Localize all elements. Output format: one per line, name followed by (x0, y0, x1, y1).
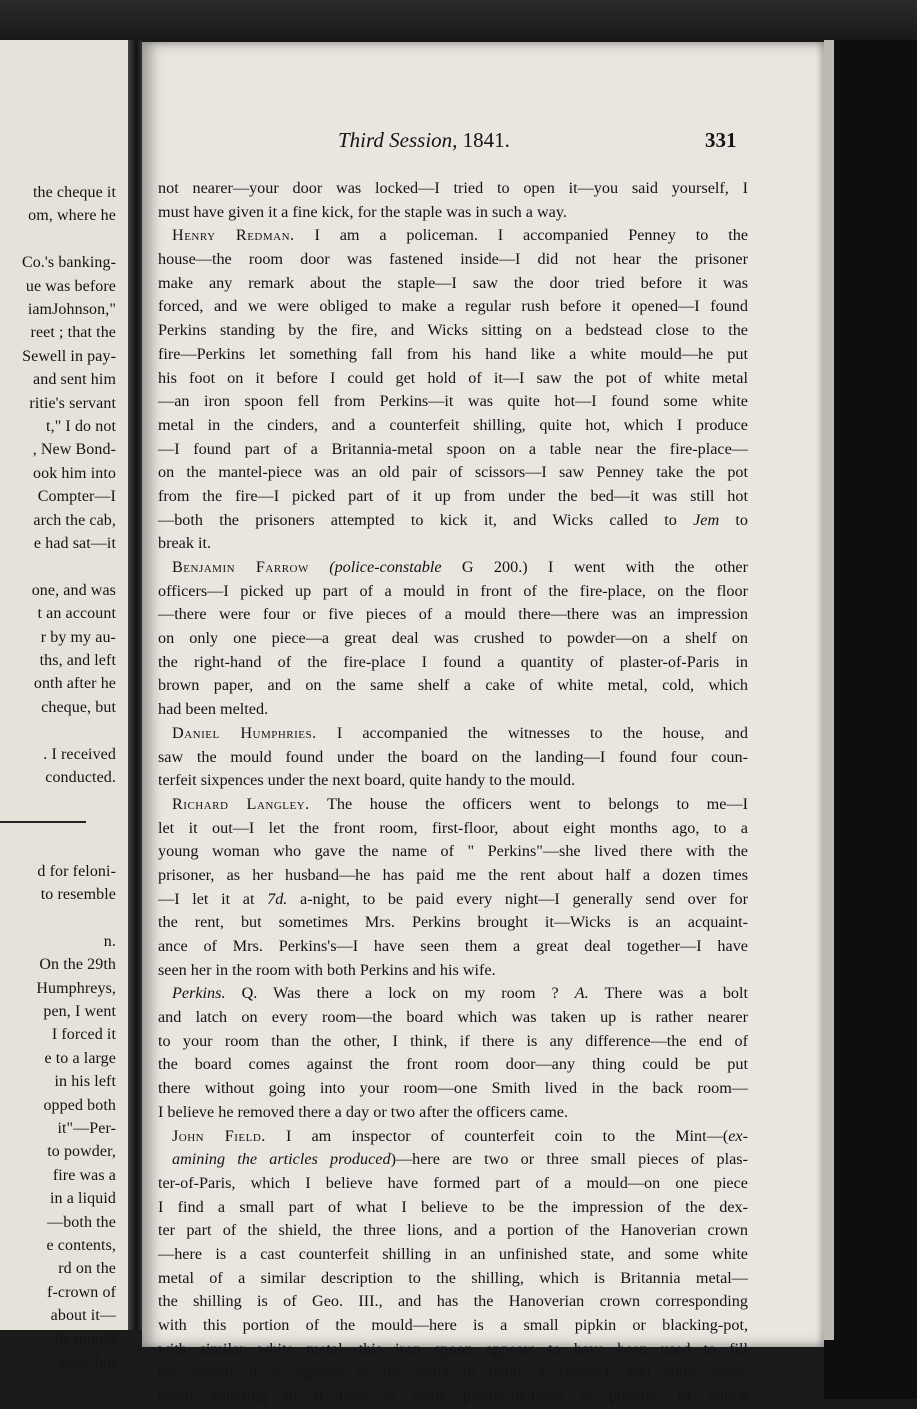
text-line (158, 698, 748, 722)
italic-text: 7d. (267, 889, 288, 908)
text-line (158, 248, 748, 272)
text-line (158, 746, 748, 770)
left-page-line: it"—Per- (57, 1120, 116, 1137)
speaker-name: Benjamin Farrow (172, 558, 309, 576)
text-segment: to (719, 510, 749, 529)
page-header (142, 128, 824, 158)
left-page-line: onth after he (33, 675, 116, 693)
left-page-line: , New Bond- (32, 441, 116, 459)
text-line (158, 1290, 748, 1314)
text-line (158, 367, 748, 391)
left-page-line: On the 29th (39, 956, 116, 974)
left-page-line: n. (103, 932, 116, 950)
text-line (158, 485, 748, 509)
text-segment: the right-hand of the fire-place I found a quantity of plaster-of-Paris in (158, 652, 748, 671)
text-line (158, 224, 748, 248)
text-segment: metal of a similar description to the shilling, which is Britannia metal— (158, 1268, 748, 1287)
left-page-line: I forced it (51, 1026, 116, 1044)
left-page-line: reet ; that the (30, 324, 116, 342)
text-segment: and latch on every room—the board which was taken up is rather nearer (158, 1008, 748, 1027)
left-page-line: in a liquid (50, 1190, 116, 1208)
text-line (158, 580, 748, 604)
left-page-line: e had sat—it (33, 535, 116, 552)
text-segment: —I let it at (158, 889, 268, 908)
text-segment: I find a small part of what I believe to be the impression of the dex- (158, 1197, 748, 1216)
text-line (158, 911, 748, 935)
left-page-line: about it— (50, 1307, 116, 1325)
text-line (158, 1125, 748, 1149)
text-segment: the mould—it is tapered at the point to make a channel, and some white (158, 1363, 748, 1382)
text-segment: metal adhering to it—here is some plaster-of-Paris in powder, of which (158, 1387, 748, 1406)
text-segment: prisoner, as her husband—he has paid me the rent about half a dozen times (158, 865, 748, 884)
left-page-line: and sent him (33, 371, 116, 389)
text-segment: his foot on it before I could get hold of it—I saw the pot of white metal (158, 368, 748, 387)
text-line (158, 1219, 748, 1243)
speaker-name: Richard Langley. (172, 794, 310, 813)
left-page-line: om, where he (28, 207, 116, 225)
left-page-line: ths, and left (39, 652, 116, 669)
text-line (158, 817, 748, 841)
text-line (158, 319, 748, 343)
text-segment: young woman who gave the name of " Perkins"—she lived there with the (158, 842, 748, 861)
text-segment: there without going into your room—one Smith lived in the back room— (158, 1079, 748, 1098)
text-line (158, 769, 748, 793)
text-line (158, 627, 748, 651)
text-line (158, 840, 748, 864)
text-segment: the shilling is of Geo. III., and has the Hanoverian crown corresponding (158, 1292, 748, 1311)
text-line (158, 556, 748, 580)
left-page-line: t an account (37, 605, 116, 623)
text-line (158, 864, 748, 888)
left-page-line: ritie's servant (29, 394, 116, 412)
left-page-line: fire was a (52, 1166, 116, 1184)
left-page-line: Co.'s banking- (21, 254, 116, 272)
text-segment: the board comes against the front room door—any thing could be put (158, 1055, 748, 1074)
text-segment: saw the mould found under the board on the landing—I found four coun- (158, 747, 748, 766)
text-line (158, 461, 748, 485)
text-line (158, 722, 748, 746)
text-line (158, 438, 748, 462)
text-line (158, 201, 748, 225)
italic-text: ex- (728, 1126, 748, 1145)
text-segment: on only one piece—a great deal was crushed to powder—on a shelf on (158, 629, 748, 648)
text-segment: ance of Mrs. Perkins's—I have seen them a great deal together—I have (158, 937, 748, 955)
left-page-line: to resemble (40, 886, 116, 903)
left-page-line: ue was before (25, 277, 116, 295)
left-page-line: e to a large (44, 1049, 116, 1067)
text-line (158, 959, 748, 983)
text-line (158, 390, 748, 414)
left-page-line: one, and was (31, 581, 116, 599)
text-segment: officers—I picked up part of a mould in front of the fire-place, on the floor (158, 581, 748, 600)
text-line (158, 1385, 748, 1409)
text-line (158, 177, 748, 201)
text-line (158, 1243, 748, 1267)
left-page-line: Humphreys, (36, 979, 116, 997)
text-line (158, 532, 748, 556)
text-line (158, 1077, 748, 1101)
left-page-line: d for feloni- (37, 862, 116, 880)
left-page-line: near, but (59, 1354, 116, 1371)
text-segment: let it out—I let the front room, first-floor, about eight months ago, to a (158, 818, 748, 837)
left-page-line: rd on the (58, 1260, 116, 1278)
italic-text: amining the articles produced (172, 1150, 391, 1169)
left-page-line: ook him into (33, 464, 116, 482)
left-page-line: iamJohnson," (27, 301, 116, 318)
left-page-line: cheque, but (41, 698, 116, 716)
text-segment: —there were four or five pieces of a mould there—there was an impression (158, 605, 748, 624)
text-line (158, 1148, 748, 1172)
text-line (158, 509, 748, 533)
text-line (158, 1006, 748, 1030)
left-page-line: conducted. (45, 769, 116, 786)
text-line (158, 888, 748, 912)
text-segment: to your room than the other, I think, if there is any difference—the end of (158, 1031, 748, 1050)
left-page-line: opped both (43, 1096, 116, 1114)
text-line (158, 793, 748, 817)
text-segment: break it. (158, 534, 212, 553)
italic-text: Perkins. (172, 984, 226, 1003)
text-segment: —I found part of a Britannia-metal spoon on a table near the fire-place— (158, 439, 748, 458)
text-segment: make any remark about the staple—I saw the door tried before it was (158, 273, 748, 292)
text-line (158, 1196, 748, 1220)
text-line (158, 982, 748, 1006)
text-segment: metal in the cinders, and a counterfeit shilling, quite hot, which I produce (158, 415, 748, 434)
left-page-line: —both the (47, 1213, 116, 1231)
text-line (158, 1314, 748, 1338)
text-segment: I am inspector of counterfeit coin to the Mint—( (265, 1126, 729, 1145)
text-line (158, 1172, 748, 1196)
running-head-year: 1841. (462, 128, 510, 152)
left-page-line: r by my au- (40, 628, 116, 646)
text-line (158, 295, 748, 319)
left-page-line: Compter—I (37, 488, 116, 506)
text-segment: with this portion of the mould—here is a small pipkin or blacking-pot, (158, 1316, 748, 1334)
text-segment: —an iron spoon fell from Perkins—it was quite hot—I found some white (158, 392, 748, 411)
text-segment: with similar white metal—this iron spoon appears to have been used to fill (158, 1339, 748, 1358)
text-segment: a-night, to be paid every night—I generally send over for (287, 889, 748, 908)
text-segment: I accompanied the witnesses to the house, and (316, 723, 748, 742)
text-segment: forced, and we were obliged to make a regular rush before it opened—I found (158, 297, 748, 316)
running-head-title: Third Session, (338, 128, 458, 152)
text-line (158, 343, 748, 367)
left-page-line: f-crown of (47, 1283, 116, 1301)
text-line (158, 1053, 748, 1077)
running-head (338, 128, 510, 153)
text-segment: not nearer—your door was locked—I tried to open it—you said yourself, I (158, 179, 748, 197)
text-line (158, 603, 748, 627)
page-edge (824, 40, 834, 1340)
text-line (158, 1030, 748, 1054)
italic-text: (police-constable (308, 558, 462, 576)
text-segment: —both the prisoners attempted to kick it, and Wicks called to (158, 510, 694, 529)
speaker-name: Daniel Humphries. (172, 723, 317, 742)
italic-text: A. (574, 984, 589, 1003)
page-number: 331 (705, 128, 737, 152)
text-line (158, 1361, 748, 1385)
text-segment: from the fire—I picked part of it up from under the bed—it was still hot (158, 486, 748, 505)
text-line (158, 674, 748, 698)
text-segment: on the mantel-piece was an old pair of scissors—I saw Penney take the pot (158, 463, 748, 482)
text-segment: Q. Was there a lock on my room ? (225, 984, 575, 1003)
text-segment: seen her in the room with both Perkins and his wife. (158, 960, 496, 979)
left-page-line: arch the cab, (33, 511, 116, 529)
speaker-name: Henry Redman. (172, 226, 295, 245)
text-segment: brown paper, and on the same shelf a cake of white metal, cold, which (158, 676, 748, 695)
text-line (158, 1101, 748, 1125)
left-page-line: . I received (43, 745, 116, 763)
left-page-line: e contents, (46, 1237, 116, 1254)
text-segment: There was a bolt (588, 984, 748, 1003)
text-segment: I went with the other (527, 558, 748, 576)
text-segment: the rent, but sometimes Mrs. Perkins brought it—Wicks is an acquaint- (158, 913, 748, 932)
italic-text: Jem (693, 510, 720, 529)
left-page-line: pen, I went (43, 1003, 116, 1020)
text-line (158, 272, 748, 296)
text-line (158, 935, 748, 959)
text-segment: terfeit sixpences under the next board, quite handy to the mould. (158, 771, 576, 790)
text-line (158, 1267, 748, 1291)
text-line (158, 651, 748, 675)
text-segment: —here is a cast counterfeit shilling in an unfinished state, and some white (158, 1244, 748, 1263)
text-segment: had been melted. (158, 700, 269, 719)
left-page-line: Sewell in pay- (22, 347, 116, 365)
text-line (158, 414, 748, 438)
left-page-line: to powder, (47, 1143, 116, 1161)
text-segment: Perkins standing by the fire, and Wicks sitting on a bedstead close to the (158, 321, 748, 340)
text-segment: house—the room door was fastened inside—I did not hear the prisoner (158, 250, 748, 269)
body-text (158, 177, 748, 1409)
text-segment: must have given it a fine kick, for the staple was in such a way. (158, 202, 567, 221)
text-segment: G 200.) (461, 558, 528, 576)
text-segment: ter-of-Paris, which I believe have formed part of a mould—on one piece (158, 1173, 748, 1192)
scan-background-right (824, 40, 917, 1399)
left-page-line: t," I do not (46, 418, 116, 435)
left-page-line: the cheque it (32, 184, 116, 201)
section-rule (0, 821, 86, 823)
text-line (158, 1338, 748, 1362)
text-segment: The house the officers went to belongs to me—I (309, 794, 748, 813)
speaker-name: John Field. (172, 1126, 266, 1145)
left-page-fragment (0, 40, 128, 1371)
text-segment: I believe he removed there a day or two after the officers came. (158, 1102, 569, 1121)
left-page-line: he mould (55, 1330, 116, 1348)
text-segment: I am a policeman. I accompanied Penney to the (294, 226, 749, 245)
right-page (142, 42, 824, 1406)
left-page-line: in his left (54, 1073, 116, 1091)
text-segment: fire—Perkins let something fall from his hand like a white mould—he put (158, 344, 748, 363)
text-segment: )—here are two or three small pieces of plas- (390, 1150, 748, 1169)
text-segment: ter part of the shield, the three lions, and a portion of the Hanoverian crown (158, 1221, 748, 1240)
book-gutter (128, 40, 142, 1330)
